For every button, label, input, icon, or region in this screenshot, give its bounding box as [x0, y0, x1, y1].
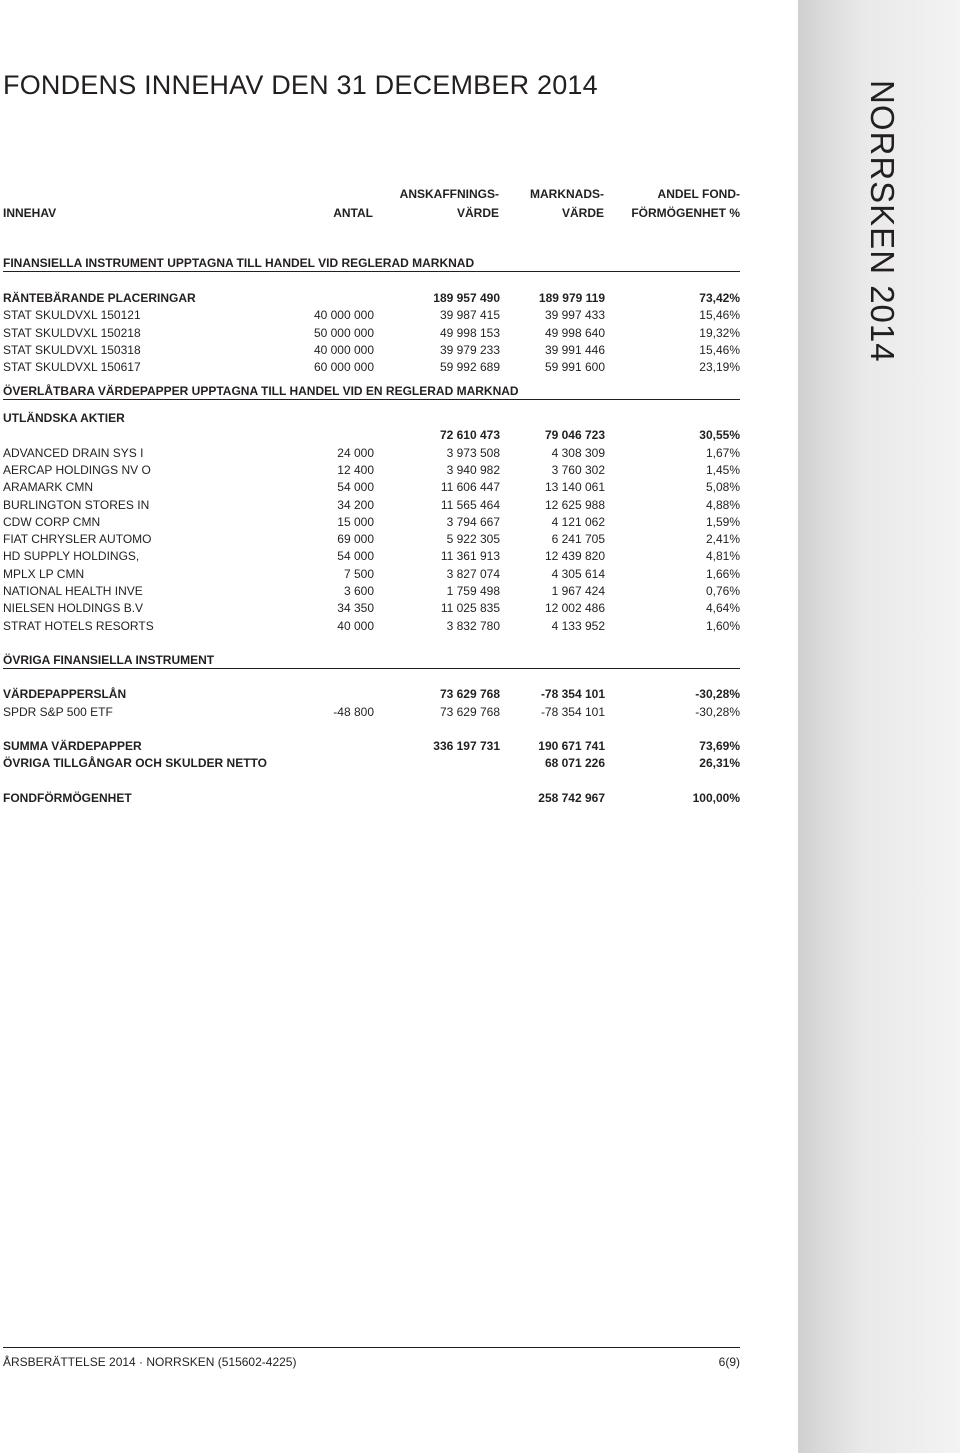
table-row	[3, 479, 740, 496]
cell-andel: 4,81%	[705, 549, 740, 563]
cell-innehav: NIELSEN HOLDINGS B.V	[3, 601, 144, 615]
cell-marknadsvarde: 13 140 061	[544, 480, 605, 494]
table-row	[3, 342, 740, 359]
cell-anskaffningsvarde: 72 610 473	[439, 428, 500, 442]
total-row-fondformogenhet	[3, 790, 740, 807]
cell-anskaffningsvarde: 39 979 233	[439, 343, 500, 357]
cell-anskaffningsvarde: 3 827 074	[446, 567, 500, 581]
cell-andel: 1,45%	[705, 463, 740, 477]
cell-andel: 19,32%	[699, 326, 740, 340]
cell-marknadsvarde: -78 354 101	[540, 687, 605, 701]
table-row	[3, 566, 740, 583]
table-row	[3, 531, 740, 548]
cell-andel: 73,42%	[699, 291, 740, 305]
cell-antal: 12 400	[337, 463, 374, 477]
table-row	[3, 307, 740, 324]
cell-anskaffningsvarde: 3 940 982	[446, 463, 500, 477]
cell-innehav: RÄNTEBÄRANDE PLACERINGAR	[3, 291, 196, 305]
cell-anskaffningsvarde: 3 794 667	[446, 515, 500, 529]
footer-text: ÅRSBERÄTTELSE 2014 · NORRSKEN (515602-4225)	[3, 1355, 297, 1369]
cell-antal: 40 000 000	[313, 308, 374, 322]
cell-antal: 34 350	[337, 601, 374, 615]
page-title: FONDENS INNEHAV DEN 31 DECEMBER 2014	[3, 70, 598, 100]
cell-innehav: BURLINGTON STORES IN	[3, 498, 150, 512]
cell-marknadsvarde: 6 241 705	[551, 532, 605, 546]
cell-andel: 30,55%	[699, 428, 740, 442]
cell-marknadsvarde: 3 760 302	[551, 463, 605, 477]
cell-anskaffningsvarde: 3 973 508	[446, 446, 500, 460]
cell-antal: 69 000	[337, 532, 374, 546]
footer-divider	[3, 1347, 740, 1348]
cell-innehav: FONDFÖRMÖGENHET	[3, 791, 132, 805]
cell-antal: 54 000	[337, 480, 374, 494]
cell-innehav: STRAT HOTELS RESORTS	[3, 619, 154, 633]
total-row-ovriga-tillgangar	[3, 755, 740, 772]
divider	[3, 271, 740, 272]
cell-marknadsvarde: 4 308 309	[551, 446, 605, 460]
cell-innehav: CDW CORP CMN	[3, 515, 101, 529]
table-row	[3, 462, 740, 479]
cell-andel: 4,64%	[705, 601, 740, 615]
cell-marknadsvarde: 4 121 062	[551, 515, 605, 529]
section-finansiella-instrument: FINANSIELLA INSTRUMENT UPPTAGNA TILL HANDEL VID REGLERAD MARKNAD	[3, 256, 475, 270]
cell-marknadsvarde: 39 997 433	[544, 308, 605, 322]
section-ovriga-finansiella-instrument: ÖVRIGA FINANSIELLA INSTRUMENT	[3, 653, 215, 667]
subtotal-row-rantebarande	[3, 290, 740, 307]
cell-innehav: STAT SKULDVXL 150121	[3, 308, 141, 322]
cell-marknadsvarde: 12 002 486	[544, 601, 605, 615]
cell-antal: 60 000 000	[313, 360, 374, 374]
header-anskaffning-line2: VÄRDE	[456, 206, 499, 220]
cell-marknadsvarde: 79 046 723	[544, 428, 605, 442]
cell-marknadsvarde: 190 671 741	[538, 739, 605, 753]
footer	[3, 1354, 740, 1371]
header-marknad	[530, 185, 604, 223]
cell-andel: 0,76%	[705, 584, 740, 598]
cell-innehav: AERCAP HOLDINGS NV O	[3, 463, 151, 477]
cell-antal: 24 000	[337, 446, 374, 460]
cell-antal: -48 800	[333, 705, 374, 719]
cell-marknadsvarde: 68 071 226	[544, 756, 605, 770]
side-title: NORRSKEN 2014	[864, 80, 901, 363]
cell-anskaffningsvarde: 73 629 768	[439, 705, 500, 719]
header-andel-line2: FÖRMÖGENHET %	[631, 206, 740, 220]
cell-marknadsvarde: 4 305 614	[551, 567, 605, 581]
cell-andel: 1,59%	[705, 515, 740, 529]
cell-andel: 15,46%	[699, 343, 740, 357]
cell-andel: 15,46%	[699, 308, 740, 322]
cell-anskaffningsvarde: 11 361 913	[440, 549, 500, 563]
cell-marknadsvarde: 189 979 119	[538, 291, 605, 305]
cell-marknadsvarde: 39 991 446	[544, 343, 605, 357]
cell-andel: 100,00%	[692, 791, 740, 805]
cell-antal: 3 600	[343, 584, 374, 598]
divider	[3, 668, 740, 669]
subtotal-row-vardepapperslan	[3, 686, 740, 703]
cell-andel: -30,28%	[695, 687, 740, 701]
cell-anskaffningsvarde: 336 197 731	[433, 739, 500, 753]
cell-innehav: ADVANCED DRAIN SYS I	[3, 446, 144, 460]
cell-marknadsvarde: 12 439 820	[544, 549, 605, 563]
cell-anskaffningsvarde: 3 832 780	[446, 619, 500, 633]
subtotal-row-aktier	[3, 427, 740, 444]
cell-anskaffningsvarde: 11 565 464	[440, 498, 500, 512]
cell-innehav: SPDR S&P 500 ETF	[3, 705, 113, 719]
cell-antal: 50 000 000	[313, 326, 374, 340]
header-innehav: INNEHAV	[3, 206, 57, 220]
cell-anskaffningsvarde: 39 987 415	[439, 308, 500, 322]
cell-antal: 34 200	[337, 498, 374, 512]
header-marknad-line2: VÄRDE	[561, 206, 604, 220]
cell-innehav: STAT SKULDVXL 150318	[3, 343, 141, 357]
total-row-summa-vardepapper	[3, 738, 740, 755]
cell-anskaffningsvarde: 73 629 768	[439, 687, 500, 701]
cell-innehav: ÖVRIGA TILLGÅNGAR OCH SKULDER NETTO	[3, 756, 267, 770]
cell-andel: -30,28%	[695, 705, 740, 719]
cell-andel: 26,31%	[699, 756, 740, 770]
cell-innehav: STAT SKULDVXL 150218	[3, 326, 141, 340]
table-row	[3, 704, 740, 721]
table-row	[3, 583, 740, 600]
cell-andel: 1,66%	[705, 567, 740, 581]
cell-innehav: SUMMA VÄRDEPAPPER	[3, 739, 142, 753]
cell-andel: 23,19%	[699, 360, 740, 374]
table-row	[3, 618, 740, 635]
header-anskaffning-line1: ANSKAFFNINGS-	[399, 187, 499, 201]
cell-innehav: VÄRDEPAPPERSLÅN	[3, 687, 127, 701]
cell-innehav: ARAMARK CMN	[3, 480, 94, 494]
cell-andel: 1,60%	[705, 619, 740, 633]
cell-marknadsvarde: 12 625 988	[544, 498, 605, 512]
cell-innehav: HD SUPPLY HOLDINGS,	[3, 549, 140, 563]
table-row	[3, 325, 740, 342]
cell-antal: 40 000	[337, 619, 374, 633]
cell-marknadsvarde: -78 354 101	[540, 705, 605, 719]
cell-marknadsvarde: 49 998 640	[544, 326, 605, 340]
section-overlatbara-vardepapper: ÖVERLÅTBARA VÄRDEPAPPER UPPTAGNA TILL HANDEL VID EN REGLERAD MARKNAD	[3, 384, 519, 398]
table-row	[3, 548, 740, 565]
header-antal: ANTAL	[333, 206, 373, 220]
cell-innehav: STAT SKULDVXL 150617	[3, 360, 141, 374]
cell-innehav: NATIONAL HEALTH INVE	[3, 584, 143, 598]
cell-marknadsvarde: 258 742 967	[538, 791, 605, 805]
header-anskaffning	[400, 185, 499, 223]
cell-andel: 5,08%	[705, 480, 740, 494]
table-row	[3, 497, 740, 514]
header-marknad-line1: MARKNADS-	[530, 187, 604, 201]
cell-andel: 4,88%	[705, 498, 740, 512]
cell-andel: 73,69%	[699, 739, 740, 753]
table-row	[3, 359, 740, 376]
cell-marknadsvarde: 4 133 952	[551, 619, 605, 633]
cell-anskaffningsvarde: 59 992 689	[439, 360, 500, 374]
cell-antal: 7 500	[343, 567, 374, 581]
cell-anskaffningsvarde: 1 759 498	[446, 584, 500, 598]
table-row	[3, 445, 740, 462]
divider	[3, 399, 740, 400]
section-utlandska-aktier: UTLÄNDSKA AKTIER	[3, 411, 125, 425]
cell-andel: 2,41%	[705, 532, 740, 546]
cell-antal: 40 000 000	[313, 343, 374, 357]
cell-antal: 54 000	[337, 549, 374, 563]
cell-andel: 1,67%	[705, 446, 740, 460]
cell-anskaffningsvarde: 11 025 835	[440, 601, 500, 615]
cell-antal: 15 000	[337, 515, 374, 529]
cell-marknadsvarde: 59 991 600	[544, 360, 605, 374]
cell-anskaffningsvarde: 11 606 447	[440, 480, 500, 494]
table-row	[3, 600, 740, 617]
page-number: 6(9)	[718, 1355, 740, 1369]
cell-anskaffningsvarde: 5 922 305	[446, 532, 500, 546]
cell-innehav: MPLX LP CMN	[3, 567, 85, 581]
cell-marknadsvarde: 1 967 424	[551, 584, 605, 598]
table-row	[3, 514, 740, 531]
header-andel	[631, 185, 740, 223]
cell-anskaffningsvarde: 189 957 490	[433, 291, 500, 305]
cell-innehav: FIAT CHRYSLER AUTOMO	[3, 532, 152, 546]
cell-anskaffningsvarde: 49 998 153	[439, 326, 500, 340]
header-andel-line1: ANDEL FOND-	[657, 187, 740, 201]
